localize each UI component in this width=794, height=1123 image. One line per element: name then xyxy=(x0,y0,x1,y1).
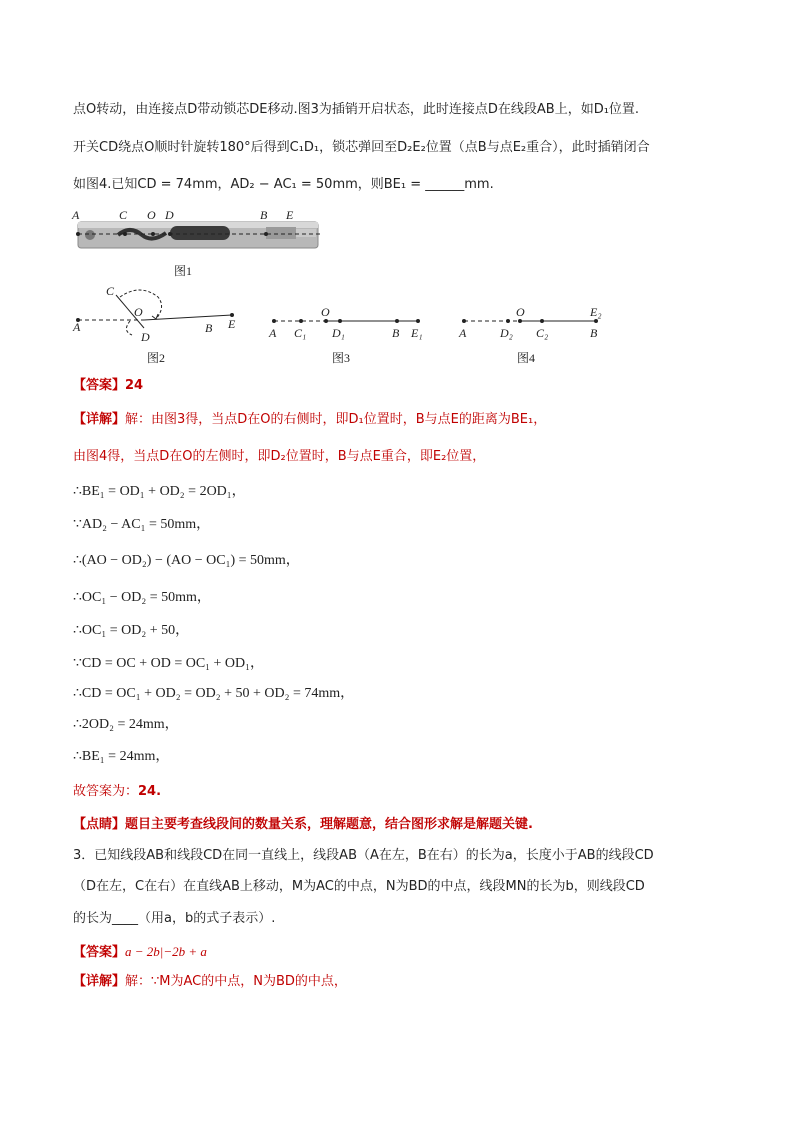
intro-line-2: 开关CD绕点O顺时针旋转180°后得到C₁D₁，锁芯弹回至D₂E₂位置（点B与点E₂重合），此时插销闭合 xyxy=(73,140,650,155)
fig4-label-c2: C₂ xyxy=(536,326,549,340)
q2-answer-tag: 【答案】 xyxy=(73,378,126,393)
q3-detail-text: 解：∵M为AC的中点，N为BD的中点， xyxy=(125,974,347,989)
q3-answer-tag: 【答案】 xyxy=(73,945,126,960)
q3-line-3: 的长为____（用a，b的式子表示）. xyxy=(73,911,276,926)
fig3-label-b: B xyxy=(392,326,400,340)
fig4-label-b: B xyxy=(590,326,598,340)
fig3-label-e1: E₁ xyxy=(411,326,423,340)
fig3-label-d1: D₁ xyxy=(332,326,345,340)
fig2-label-o: O xyxy=(134,305,143,319)
fig3-label-c1: C₁ xyxy=(294,326,307,340)
fig4-label-e2: E₂ xyxy=(590,305,602,319)
fig1-label-c: C xyxy=(119,208,128,222)
q2-answer xyxy=(73,377,143,395)
figure-1-latch xyxy=(70,205,330,255)
intro-line-3: 如图4.已知CD = 74mm，AD₂ − AC₁ = 50mm，则BE₁ = ______mm. xyxy=(73,177,494,192)
figure-3-caption: 图3 xyxy=(332,351,351,365)
q3-line-1: 3．已知线段AB和线段CD在同一直线上，线段AB（A在左，B在右）的长为a，长度小于AB的线段CD xyxy=(73,848,654,863)
q2-final xyxy=(73,783,161,801)
q2-step-5: ∴(AO − OD₂) − (AO − OC₁) = 50mm， xyxy=(73,553,300,568)
q2-final-text: 故答案为： xyxy=(73,784,139,799)
q2-step-3: ∴BE₁ = OD₁ + OD₂ = 2OD₁， xyxy=(73,484,246,499)
q2-step-4: ∵AD₂ − AC₁ = 50mm， xyxy=(73,517,211,532)
figure-1-caption: 图1 xyxy=(174,264,193,278)
fig4-label-o: O xyxy=(516,305,525,319)
q2-final-value: 24. xyxy=(138,784,162,799)
q3-detail-tag: 【详解】 xyxy=(73,974,126,989)
q3-detail xyxy=(73,973,347,991)
figure-3-diagram xyxy=(266,305,436,343)
fig1-label-b: B xyxy=(260,208,268,222)
q2-detail-tag: 【详解】 xyxy=(73,412,126,427)
fig2-label-e: E xyxy=(228,317,236,331)
fig3-label-a: A xyxy=(269,326,277,340)
q2-step-7: ∴OC₁ = OD₂ + 50， xyxy=(73,623,190,638)
fig1-label-a: A xyxy=(72,208,80,222)
fig2-label-a: A xyxy=(73,320,81,334)
fig1-label-d: D xyxy=(165,208,174,222)
fig4-label-a: A xyxy=(459,326,467,340)
q3-answer-value: a − 2b|−2b + a xyxy=(125,944,207,959)
figure-2-diagram xyxy=(70,283,250,347)
q2-comment xyxy=(73,816,533,834)
figure-2-caption: 图2 xyxy=(147,351,166,365)
q2-step-9: ∴CD = OC₁ + OD₂ = OD₂ + 50 + OD₂ = 74mm， xyxy=(73,686,355,701)
intro-line-1: 点O转动，由连接点D带动锁芯DE移动.图3为插销开启状态，此时连接点D在线段AB上，如D₁位置. xyxy=(73,102,640,117)
fig1-label-e: E xyxy=(286,208,294,222)
q2-step-11: ∴BE₁ = 24mm， xyxy=(73,749,170,764)
fig3-label-o: O xyxy=(321,305,330,319)
q2-answer-value: 24 xyxy=(125,378,144,393)
q2-detail-line-1 xyxy=(73,411,546,429)
q3-line-2: （D在左，C在右）在直线AB上移动，M为AC的中点，N为BD的中点，线段MN的长为b，则线段CD xyxy=(73,879,645,894)
q2-comment-tag: 【点睛】 xyxy=(73,817,126,832)
figure-4-diagram xyxy=(456,305,616,343)
fig2-label-c: C xyxy=(106,284,115,298)
fig2-label-b: B xyxy=(205,321,213,335)
q3-answer xyxy=(73,943,207,962)
q2-step-10: ∴2OD₂ = 24mm， xyxy=(73,717,179,732)
q2-comment-text: 题目主要考查线段间的数量关系，理解题意，结合图形求解是解题关键. xyxy=(125,817,533,832)
fig1-label-o: O xyxy=(147,208,156,222)
q2-step-2: 由图4得，当点D在O的左侧时，即D₂位置时，B与点E重合，即E₂位置， xyxy=(73,449,486,464)
figure-4-caption: 图4 xyxy=(517,351,536,365)
fig4-label-d2: D₂ xyxy=(500,326,513,340)
fig2-label-d: D xyxy=(141,330,150,344)
q2-step-8: ∵CD = OC + OD = OC₁ + OD₁， xyxy=(73,656,265,671)
q2-step-1: 解：由图3得，当点D在O的右侧时，即D₁位置时，B与点E的距离为BE₁， xyxy=(125,412,547,427)
q2-step-6: ∴OC₁ − OD₂ = 50mm， xyxy=(73,590,211,605)
